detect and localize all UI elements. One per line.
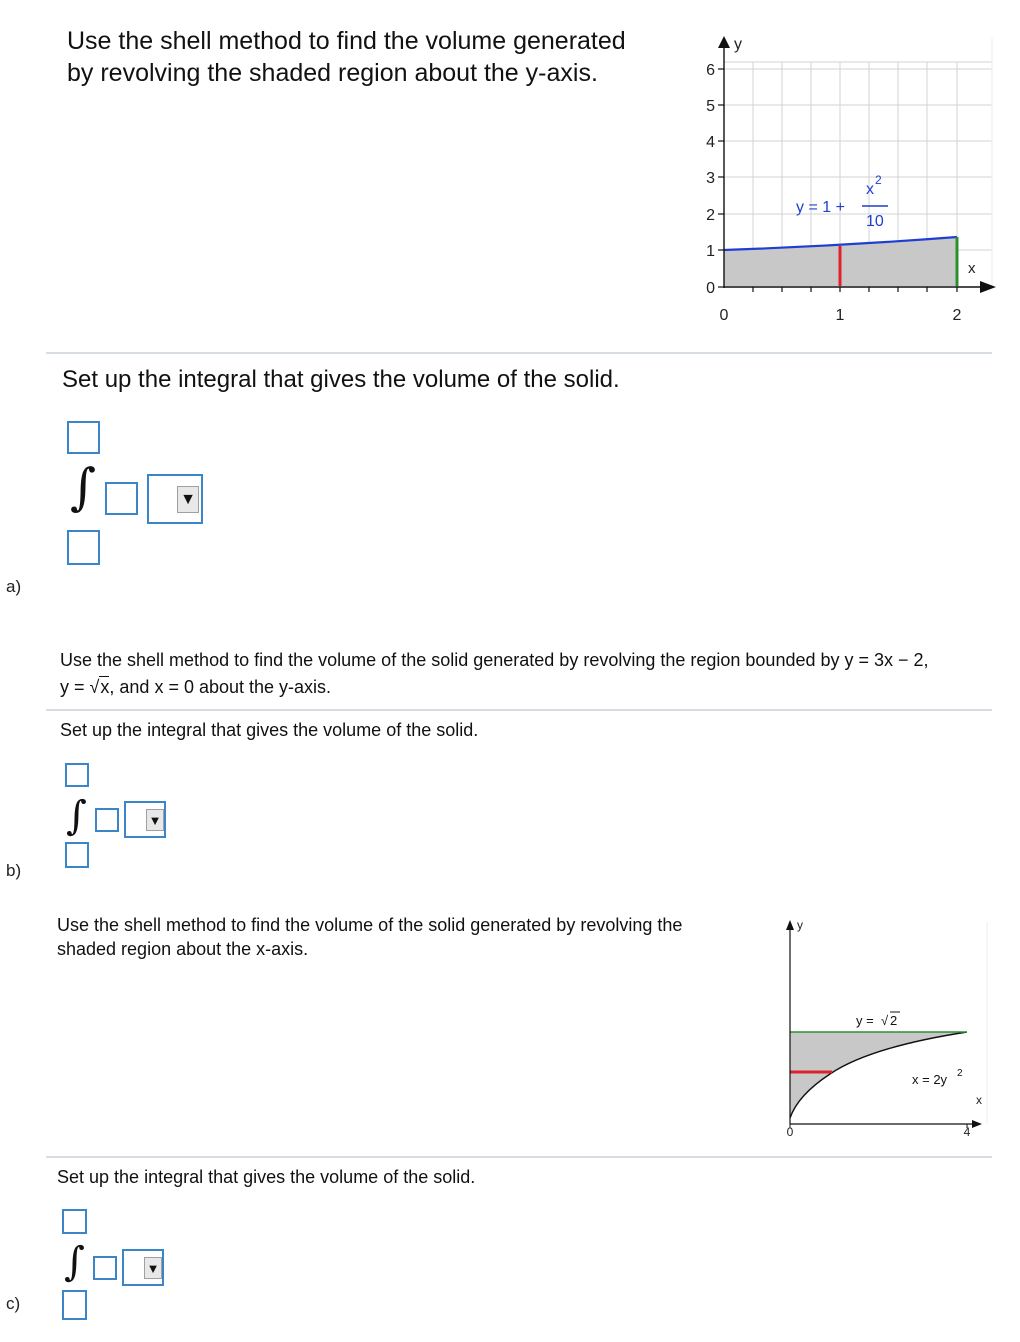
graph-a-curve-label-exp: 2 [875,173,882,187]
graph-a-ytick-1: 1 [706,243,715,260]
problem-c-prompt [57,913,757,961]
graph-a-ytick-5: 5 [706,98,715,115]
graph-c-xtick-4: 4 [963,1125,971,1139]
problem-a-divider [46,352,992,354]
graph-a-ytick-6: 6 [706,62,715,79]
problem-c-setup: Set up the integral that gives the volume of the solid. [57,1167,476,1187]
graph-c-xtick-0: 0 [786,1125,794,1139]
graph-a-x-label: x [968,260,976,277]
graph-a-xtick-1: 1 [835,307,845,324]
graph-a-ytick-3: 3 [706,170,715,187]
graph-a-curve-label-lhs: y = 1 + [796,199,845,216]
integral-icon: ∫ [70,458,97,516]
problem-c-divider [46,1156,992,1158]
problem-a-upper-limit-input[interactable] [67,421,100,454]
graph-a-ytick-0: 0 [706,280,715,297]
graph-c-line-label-rad: 2 [890,1013,898,1028]
problem-b-prompt-radicand: x [100,677,110,697]
problem-b-prompt [60,647,990,701]
problem-b-prompt-line2 [60,674,990,701]
graph-c-curve-label-text: x = 2y [912,1072,948,1087]
graph-c-line-label [856,1012,900,1028]
problem-c-prompt-line2: shaded region about the x-axis. [57,939,309,959]
problem-b-divider [46,709,992,711]
integral-icon: ∫ [64,1239,85,1285]
problem-c-integrand-input[interactable] [93,1256,117,1280]
graph-c-y-arrow [786,920,794,930]
graph-a-x-arrow [980,281,996,293]
graph-a-ytick-2: 2 [706,207,715,224]
graph-c-curve-label [912,1068,963,1087]
problem-b-lower-limit-input[interactable] [65,842,89,868]
problem-b-integrand-input[interactable] [95,808,119,832]
problem-b-upper-limit-input[interactable] [65,763,89,787]
problem-c-prompt-line1: Use the shell method to find the volume of the solid generated by revolving the [57,915,683,935]
problem-c-graph [770,912,995,1142]
problem-a-prompt-line2: by revolving the shaded region about the y-axis. [67,59,598,87]
problem-b-prompt-line1: Use the shell method to find the volume of the solid generated by revolving the region bounded by y = 3x − 2, [60,650,929,670]
integral-icon: ∫ [66,793,87,839]
problem-b-prompt-post: , and x = 0 about the y-axis. [109,677,332,697]
problem-b-prompt-pre: y = [60,677,90,697]
graph-a-xtick-2: 2 [952,307,962,324]
problem-c-lower-limit-input[interactable] [62,1290,87,1320]
problem-c-differential-dropdown[interactable] [122,1249,164,1286]
graph-a-xtick-0: 0 [719,307,729,324]
part-label-c: c) [6,1294,21,1313]
graph-c-x-label: x [976,1093,982,1107]
problem-a-prompt-line1: Use the shell method to find the volume generated [67,27,626,55]
part-label-b: b) [6,861,22,880]
sqrt-icon: √ [881,1013,889,1028]
graph-c-line-label-pre: y = [856,1013,874,1028]
chevron-down-icon[interactable]: ▼ [144,1257,162,1279]
graph-a-curve-label [796,173,888,230]
problem-a-differential-dropdown[interactable] [147,474,203,524]
problem-a-integrand-input[interactable] [105,482,138,515]
graph-c-curve-label-exp: 2 [957,1068,963,1079]
graph-a-y-arrow [718,36,730,48]
graph-c-y-label: y [797,918,803,932]
sqrt-icon: √ [89,677,100,697]
chevron-down-icon[interactable]: ▼ [146,809,164,831]
problem-b-differential-dropdown[interactable] [124,801,166,838]
graph-c-x-arrow [972,1120,982,1128]
part-label-a: a) [6,577,22,596]
problem-a-setup: Set up the integral that gives the volume of the solid. [62,366,620,393]
graph-a-curve-label-den: 10 [866,213,884,230]
graph-a-y-label: y [734,36,742,53]
problem-b-setup: Set up the integral that gives the volume of the solid. [60,720,479,740]
graph-a-ytick-4: 4 [706,134,715,151]
problem-c-upper-limit-input[interactable] [62,1209,87,1234]
chevron-down-icon[interactable]: ▼ [177,486,199,513]
problem-a-lower-limit-input[interactable] [67,530,100,565]
problem-a-graph [690,28,1000,328]
problem-a-prompt [67,25,667,89]
graph-a-curve-label-num: x [866,181,874,198]
